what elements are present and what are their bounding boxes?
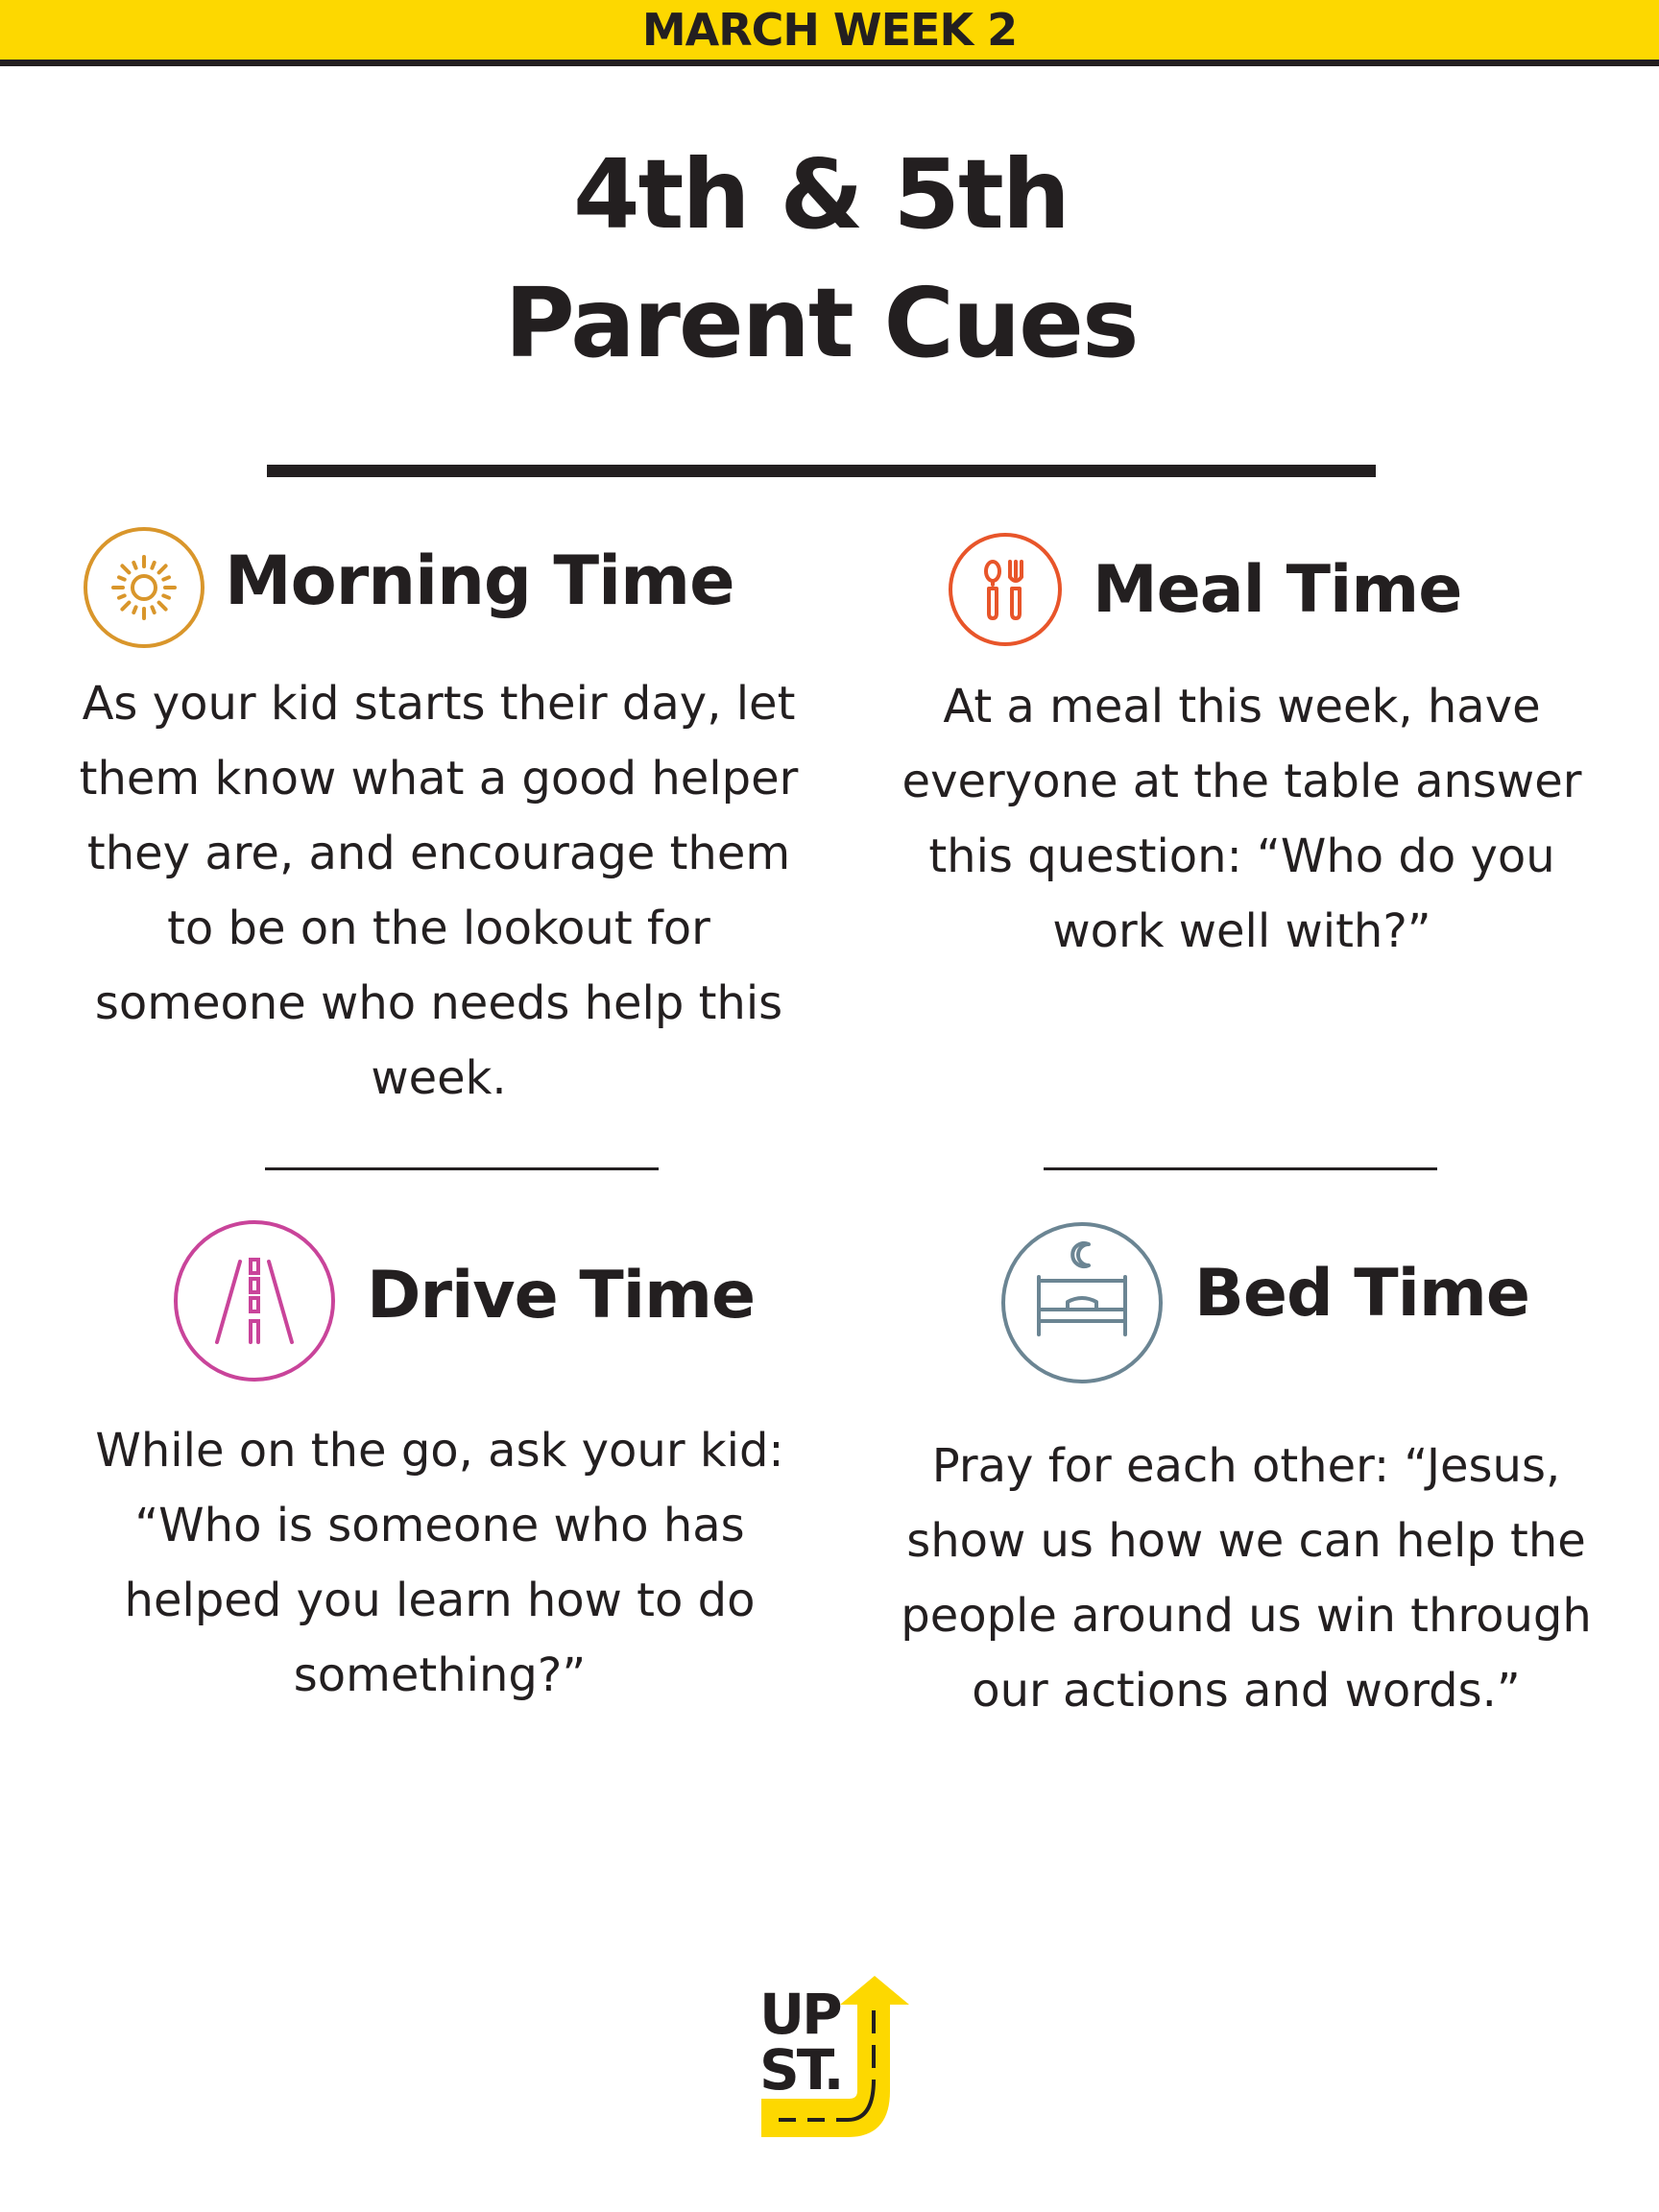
sun-icon: [81, 524, 207, 651]
drive-body: While on the go, ask your kid: “Who is someone who has helped you learn how to do something?”: [95, 1424, 784, 1702]
utensils-icon: [947, 531, 1064, 648]
meal-heading: Meal Time: [1093, 552, 1462, 628]
morning-heading: Morning Time: [225, 541, 734, 620]
logo-line-1: UP: [759, 1982, 840, 2047]
meal-body: At a meal this week, have everyone at the table answer this question: “Who do you work well with?”: [902, 680, 1582, 958]
top-banner: [0, 0, 1659, 66]
right-section-divider: [1044, 1167, 1437, 1170]
left-section-divider: [265, 1167, 659, 1170]
bed-moon-icon: [1000, 1221, 1164, 1384]
drive-heading: Drive Time: [367, 1258, 756, 1334]
logo-line-2: ST.: [759, 2037, 842, 2103]
title-divider: [267, 465, 1376, 477]
road-icon: [173, 1219, 336, 1382]
morning-body: As your kid starts their day, let them know what a good helper they are, and encourage them to be on the lookout for someone who needs help this week.: [79, 677, 799, 1105]
page-title-line-1: 4th & 5th: [573, 138, 1069, 251]
upst-logo: [752, 1976, 925, 2139]
banner-label: MARCH WEEK 2: [641, 4, 1018, 56]
bed-heading: Bed Time: [1194, 1256, 1529, 1332]
bed-body: Pray for each other: “Jesus, show us how we can help the people around us win through our actions and words.”: [901, 1439, 1592, 1718]
page-title-line-2: Parent Cues: [504, 267, 1138, 379]
page-title: [0, 131, 1642, 388]
